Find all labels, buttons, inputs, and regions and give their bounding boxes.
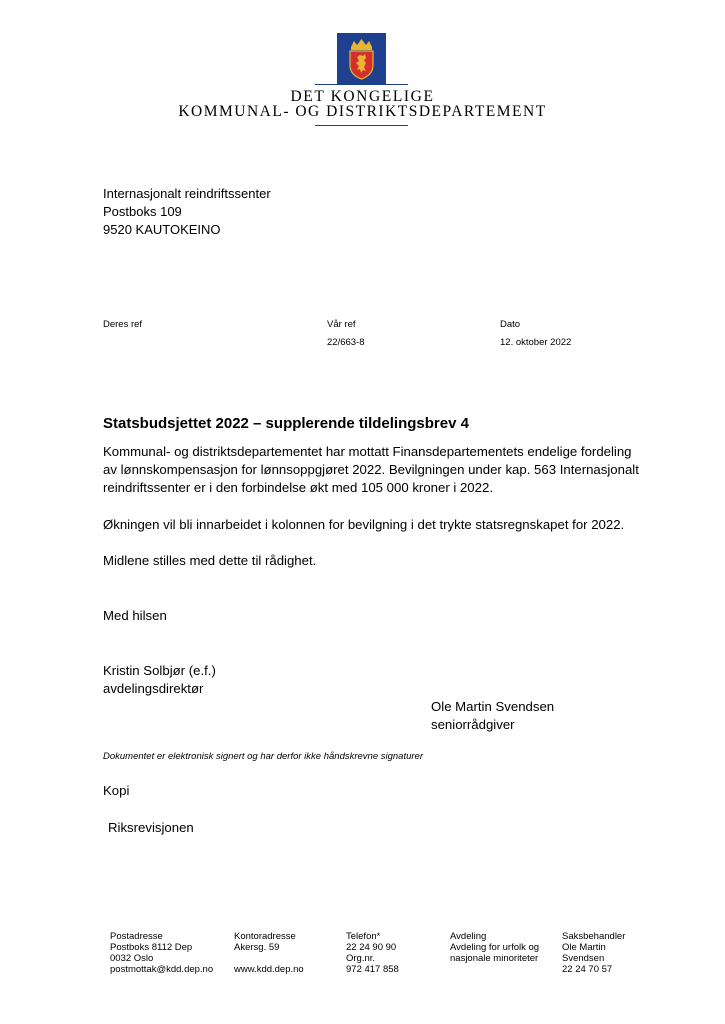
signer-1-name: Kristin Solbjør (e.f.) (103, 663, 216, 678)
footer-case-officer-phone: 22 24 70 57 (562, 964, 613, 975)
ministry-name-line1: DET KONGELIGE (290, 88, 435, 105)
letter-title: Statsbudsjettet 2022 – supplerende tildelingsbrev 4 (103, 415, 469, 432)
paragraph-1-line-3: reindriftssenter er i den forbindelse økt med 105 000 kroner i 2022. (103, 480, 493, 495)
footer-postal-label: Postadresse (110, 931, 163, 942)
signature-note: Dokumentet er elektronisk signert og har derfor ikke håndskrevne signaturer (103, 751, 423, 762)
dato-label: Dato (500, 319, 521, 330)
footer-department-line2: nasjonale minoriteter (450, 953, 539, 964)
footer-office-street: Akersg. 59 (234, 942, 280, 953)
norwegian-coat-of-arms-icon (337, 33, 386, 85)
footer-case-officer (562, 931, 625, 975)
signer-1-title: avdelingsdirektør (103, 681, 204, 696)
footer-department-blank (450, 964, 539, 975)
footer-phone (346, 931, 399, 975)
recipient-box: Postboks 109 (103, 204, 182, 219)
var-ref-label: Vår ref (327, 319, 356, 330)
signer-2-name: Ole Martin Svendsen (431, 699, 555, 714)
paragraph-1-line-1: Kommunal- og distriktsdepartementet har mottatt Finansdepartementets endelige fordeling (103, 444, 632, 459)
header-rule-bottom (315, 125, 408, 126)
footer-office-blank (234, 953, 304, 964)
footer-department-label: Avdeling (450, 931, 487, 942)
signer-2-title: seniorrådgiver (431, 717, 515, 732)
paragraph-3: Midlene stilles med dette til rådighet. (103, 553, 317, 568)
copy-label: Kopi (103, 783, 130, 798)
ministry-name-line2: KOMMUNAL- OG DISTRIKTSDEPARTEMENT (178, 103, 547, 120)
footer-website: www.kdd.dep.no (234, 964, 304, 975)
footer-office-address (234, 931, 304, 975)
footer-case-officer-first: Ole Martin (562, 942, 606, 953)
header-rule-top (315, 84, 408, 85)
dato-value: 12. oktober 2022 (500, 337, 572, 348)
footer-orgnr-value: 972 417 858 (346, 964, 399, 975)
deres-ref-label: Deres ref (103, 319, 143, 330)
recipient-city: 9520 KAUTOKEINO (103, 222, 221, 237)
footer-department-line1: Avdeling for urfolk og (450, 942, 540, 953)
footer-phone-number: 22 24 90 90 (346, 942, 397, 953)
copy-recipient: Riksrevisjonen (108, 820, 194, 835)
footer-case-officer-last: Svendsen (562, 953, 605, 964)
var-ref-value: 22/663-8 (327, 337, 365, 348)
paragraph-2: Økningen vil bli innarbeidet i kolonnen for bevilgning i det trykte statsregnskapet for 2022. (103, 517, 625, 532)
footer-office-label: Kontoradresse (234, 931, 296, 942)
footer-phone-label: Telefon* (346, 931, 381, 942)
footer-postal-address (110, 931, 213, 975)
greeting: Med hilsen (103, 608, 167, 623)
footer-department (450, 931, 539, 975)
footer-postal-box: Postboks 8112 Dep (110, 942, 193, 953)
footer-case-officer-label: Saksbehandler (562, 931, 626, 942)
recipient-name: Internasjonalt reindriftssenter (103, 186, 271, 201)
footer-email: postmottak@kdd.dep.no (110, 964, 214, 975)
footer-orgnr-label: Org.nr. (346, 953, 376, 964)
paragraph-1-line-2: av lønnskompensasjon for lønnsoppgjøret 2022. Bevilgningen under kap. 563 Internasjonalt (103, 462, 639, 477)
footer-postal-city: 0032 Oslo (110, 953, 154, 964)
